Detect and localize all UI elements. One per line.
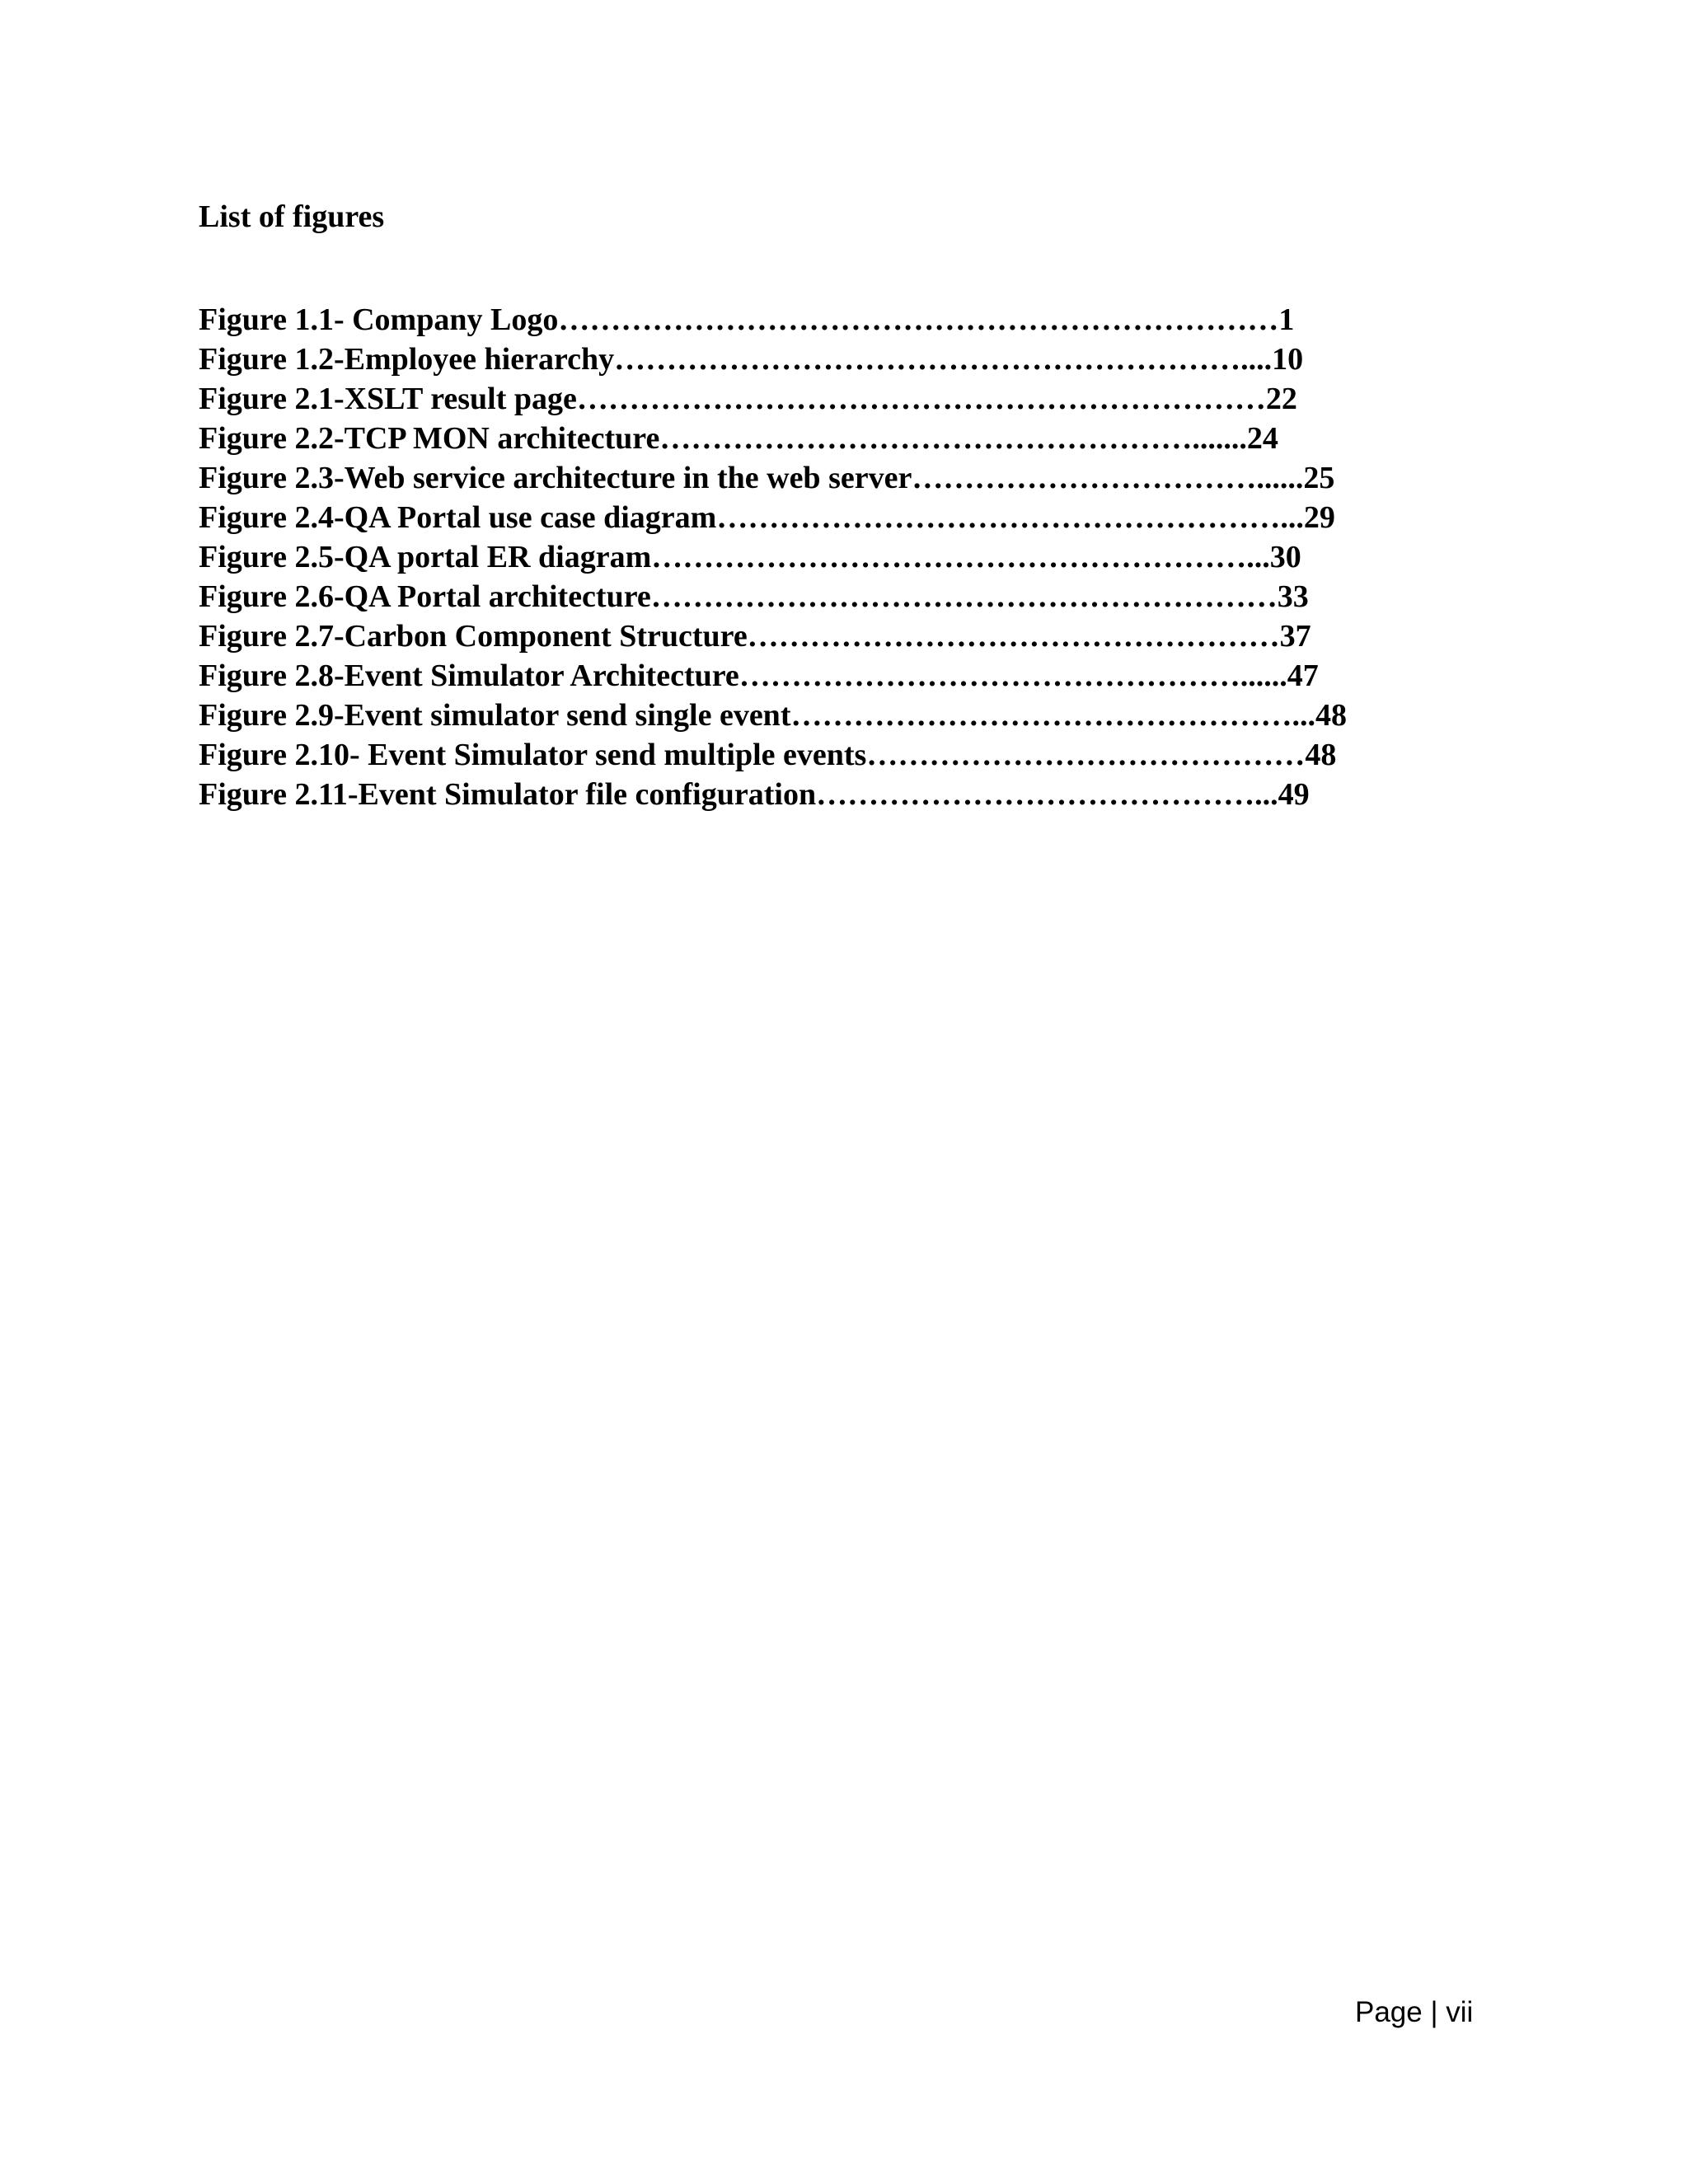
- page-title: List of figures: [199, 199, 385, 234]
- page-number: Page | vii: [1355, 1996, 1474, 2028]
- figure-list: [199, 300, 1468, 814]
- figure-entry: Figure 1.2-Employee hierarchy……………………………………………………....10: [199, 342, 1304, 377]
- figure-entry: Figure 2.5-QA portal ER diagram…………………………………………………...30: [199, 540, 1301, 574]
- figure-entry: Figure 2.4-QA Portal use case diagram………………………………………………...29: [199, 500, 1335, 535]
- figure-entry: Figure 2.8-Event Simulator Architecture…………………………………………......47: [199, 658, 1319, 693]
- figure-entry: Figure 2.9-Event simulator send single event…………………………………………...48: [199, 698, 1347, 733]
- figure-entry: Figure 2.3-Web service architecture in the web server……………………………......25: [199, 461, 1335, 495]
- figure-entry: Figure 2.11-Event Simulator file configuration……………………………………...49: [199, 777, 1310, 812]
- figure-entry: Figure 2.10- Event Simulator send multiple events……………………………………48: [199, 738, 1337, 772]
- figure-entry: Figure 2.7-Carbon Component Structure……………………………………………37: [199, 619, 1311, 654]
- figure-entry: Figure 2.2-TCP MON architecture…………………………………………….......24: [199, 421, 1278, 456]
- figure-entry: Figure 2.6-QA Portal architecture……………………………………………………33: [199, 579, 1309, 614]
- figure-entry: Figure 1.1- Company Logo……………………………………………………………1: [199, 302, 1295, 337]
- figure-entry: Figure 2.1-XSLT result page…………………………………………………………22: [199, 382, 1297, 416]
